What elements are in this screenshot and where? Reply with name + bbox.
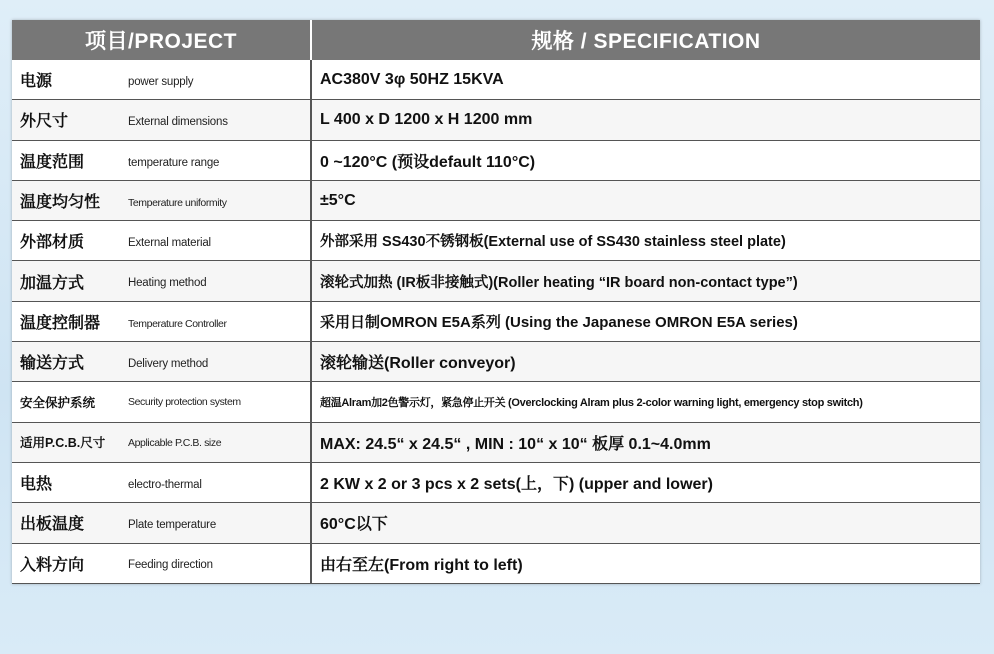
table-row xyxy=(12,60,980,100)
project-zh: 入料方向 xyxy=(20,556,85,574)
project-en: Temperature uniformity xyxy=(128,196,227,209)
spec-value: 外部采用 SS430不锈钢板(External use of SS430 stainless steel plate) xyxy=(311,221,980,261)
project-zh: 出板温度 xyxy=(20,516,85,534)
spec-value: MAX: 24.5“ x 24.5“ , MIN : 10“ x 10“ 板厚 0.1~4.0mm xyxy=(311,422,980,462)
table-row xyxy=(12,180,980,220)
spec-value: ±5°C xyxy=(311,180,980,220)
spec-value: 由右至左(From right to left) xyxy=(311,543,980,583)
project-en: power supply xyxy=(128,75,194,88)
project-en: electro-thermal xyxy=(128,478,202,491)
table-row xyxy=(12,543,980,583)
table-row xyxy=(12,261,980,301)
project-cell xyxy=(12,503,311,543)
table-header-row xyxy=(12,20,980,60)
project-cell xyxy=(12,261,311,301)
spec-table-frame xyxy=(12,20,980,584)
table-row xyxy=(12,140,980,180)
project-cell xyxy=(12,342,311,382)
spec-value: 滚轮输送(Roller conveyor) xyxy=(311,342,980,382)
project-zh: 安全保护系统 xyxy=(20,395,96,410)
project-en: Delivery method xyxy=(128,357,209,370)
spec-value: 采用日制OMRON E5A系列 (Using the Japanese OMRON E5A series) xyxy=(311,301,980,341)
spec-value: 滚轮式加热 (IR板非接触式)(Roller heating “IR board non-contact type”) xyxy=(311,261,980,301)
project-zh: 外尺寸 xyxy=(20,113,69,131)
project-en: Feeding direction xyxy=(128,559,213,572)
spec-table xyxy=(12,20,980,584)
project-en: Plate temperature xyxy=(128,519,217,532)
spec-value: 60°C以下 xyxy=(311,503,980,543)
spec-value: L 400 x D 1200 x H 1200 mm xyxy=(311,100,980,140)
header-project: 项目/PROJECT xyxy=(12,20,311,60)
project-en: External dimensions xyxy=(128,116,228,129)
spec-value: 超温Alram加2色警示灯，紧急停止开关 (Overclocking Alram plus 2-color warning light, emergency stop switch) xyxy=(311,382,980,422)
project-zh: 加温方式 xyxy=(20,274,85,292)
table-row xyxy=(12,382,980,422)
project-zh: 温度控制器 xyxy=(20,314,101,332)
project-zh: 适用P.C.B.尺寸 xyxy=(20,435,106,450)
project-cell xyxy=(12,60,311,100)
project-zh: 温度范围 xyxy=(20,153,85,171)
project-cell xyxy=(12,180,311,220)
header-specification: 规格 / SPECIFICATION xyxy=(311,20,980,60)
project-en: Temperature Controller xyxy=(128,317,227,330)
spec-value: 0 ~120°C (预设default 110°C) xyxy=(311,140,980,180)
project-en: Security protection system xyxy=(128,396,241,409)
table-row xyxy=(12,221,980,261)
project-zh: 外部材质 xyxy=(20,234,85,252)
project-cell xyxy=(12,462,311,502)
project-zh: 温度均匀性 xyxy=(20,194,101,212)
project-cell xyxy=(12,301,311,341)
project-zh: 电源 xyxy=(20,73,53,91)
table-row xyxy=(12,100,980,140)
project-cell xyxy=(12,221,311,261)
project-cell xyxy=(12,100,311,140)
spec-value: AC380V 3φ 50HZ 15KVA xyxy=(311,60,980,100)
table-row xyxy=(12,342,980,382)
table-row xyxy=(12,462,980,502)
project-cell xyxy=(12,382,311,422)
project-en: Heating method xyxy=(128,277,207,290)
project-cell xyxy=(12,422,311,462)
project-en: Applicable P.C.B. size xyxy=(128,436,222,449)
table-row xyxy=(12,301,980,341)
project-en: temperature range xyxy=(128,156,220,169)
project-zh: 电热 xyxy=(20,476,53,494)
table-row xyxy=(12,503,980,543)
project-cell xyxy=(12,543,311,583)
table-row xyxy=(12,422,980,462)
spec-value: 2 KW x 2 or 3 pcs x 2 sets(上，下) (upper and lower) xyxy=(311,462,980,502)
project-cell xyxy=(12,140,311,180)
project-en: External material xyxy=(128,237,211,250)
project-zh: 输送方式 xyxy=(20,355,85,373)
